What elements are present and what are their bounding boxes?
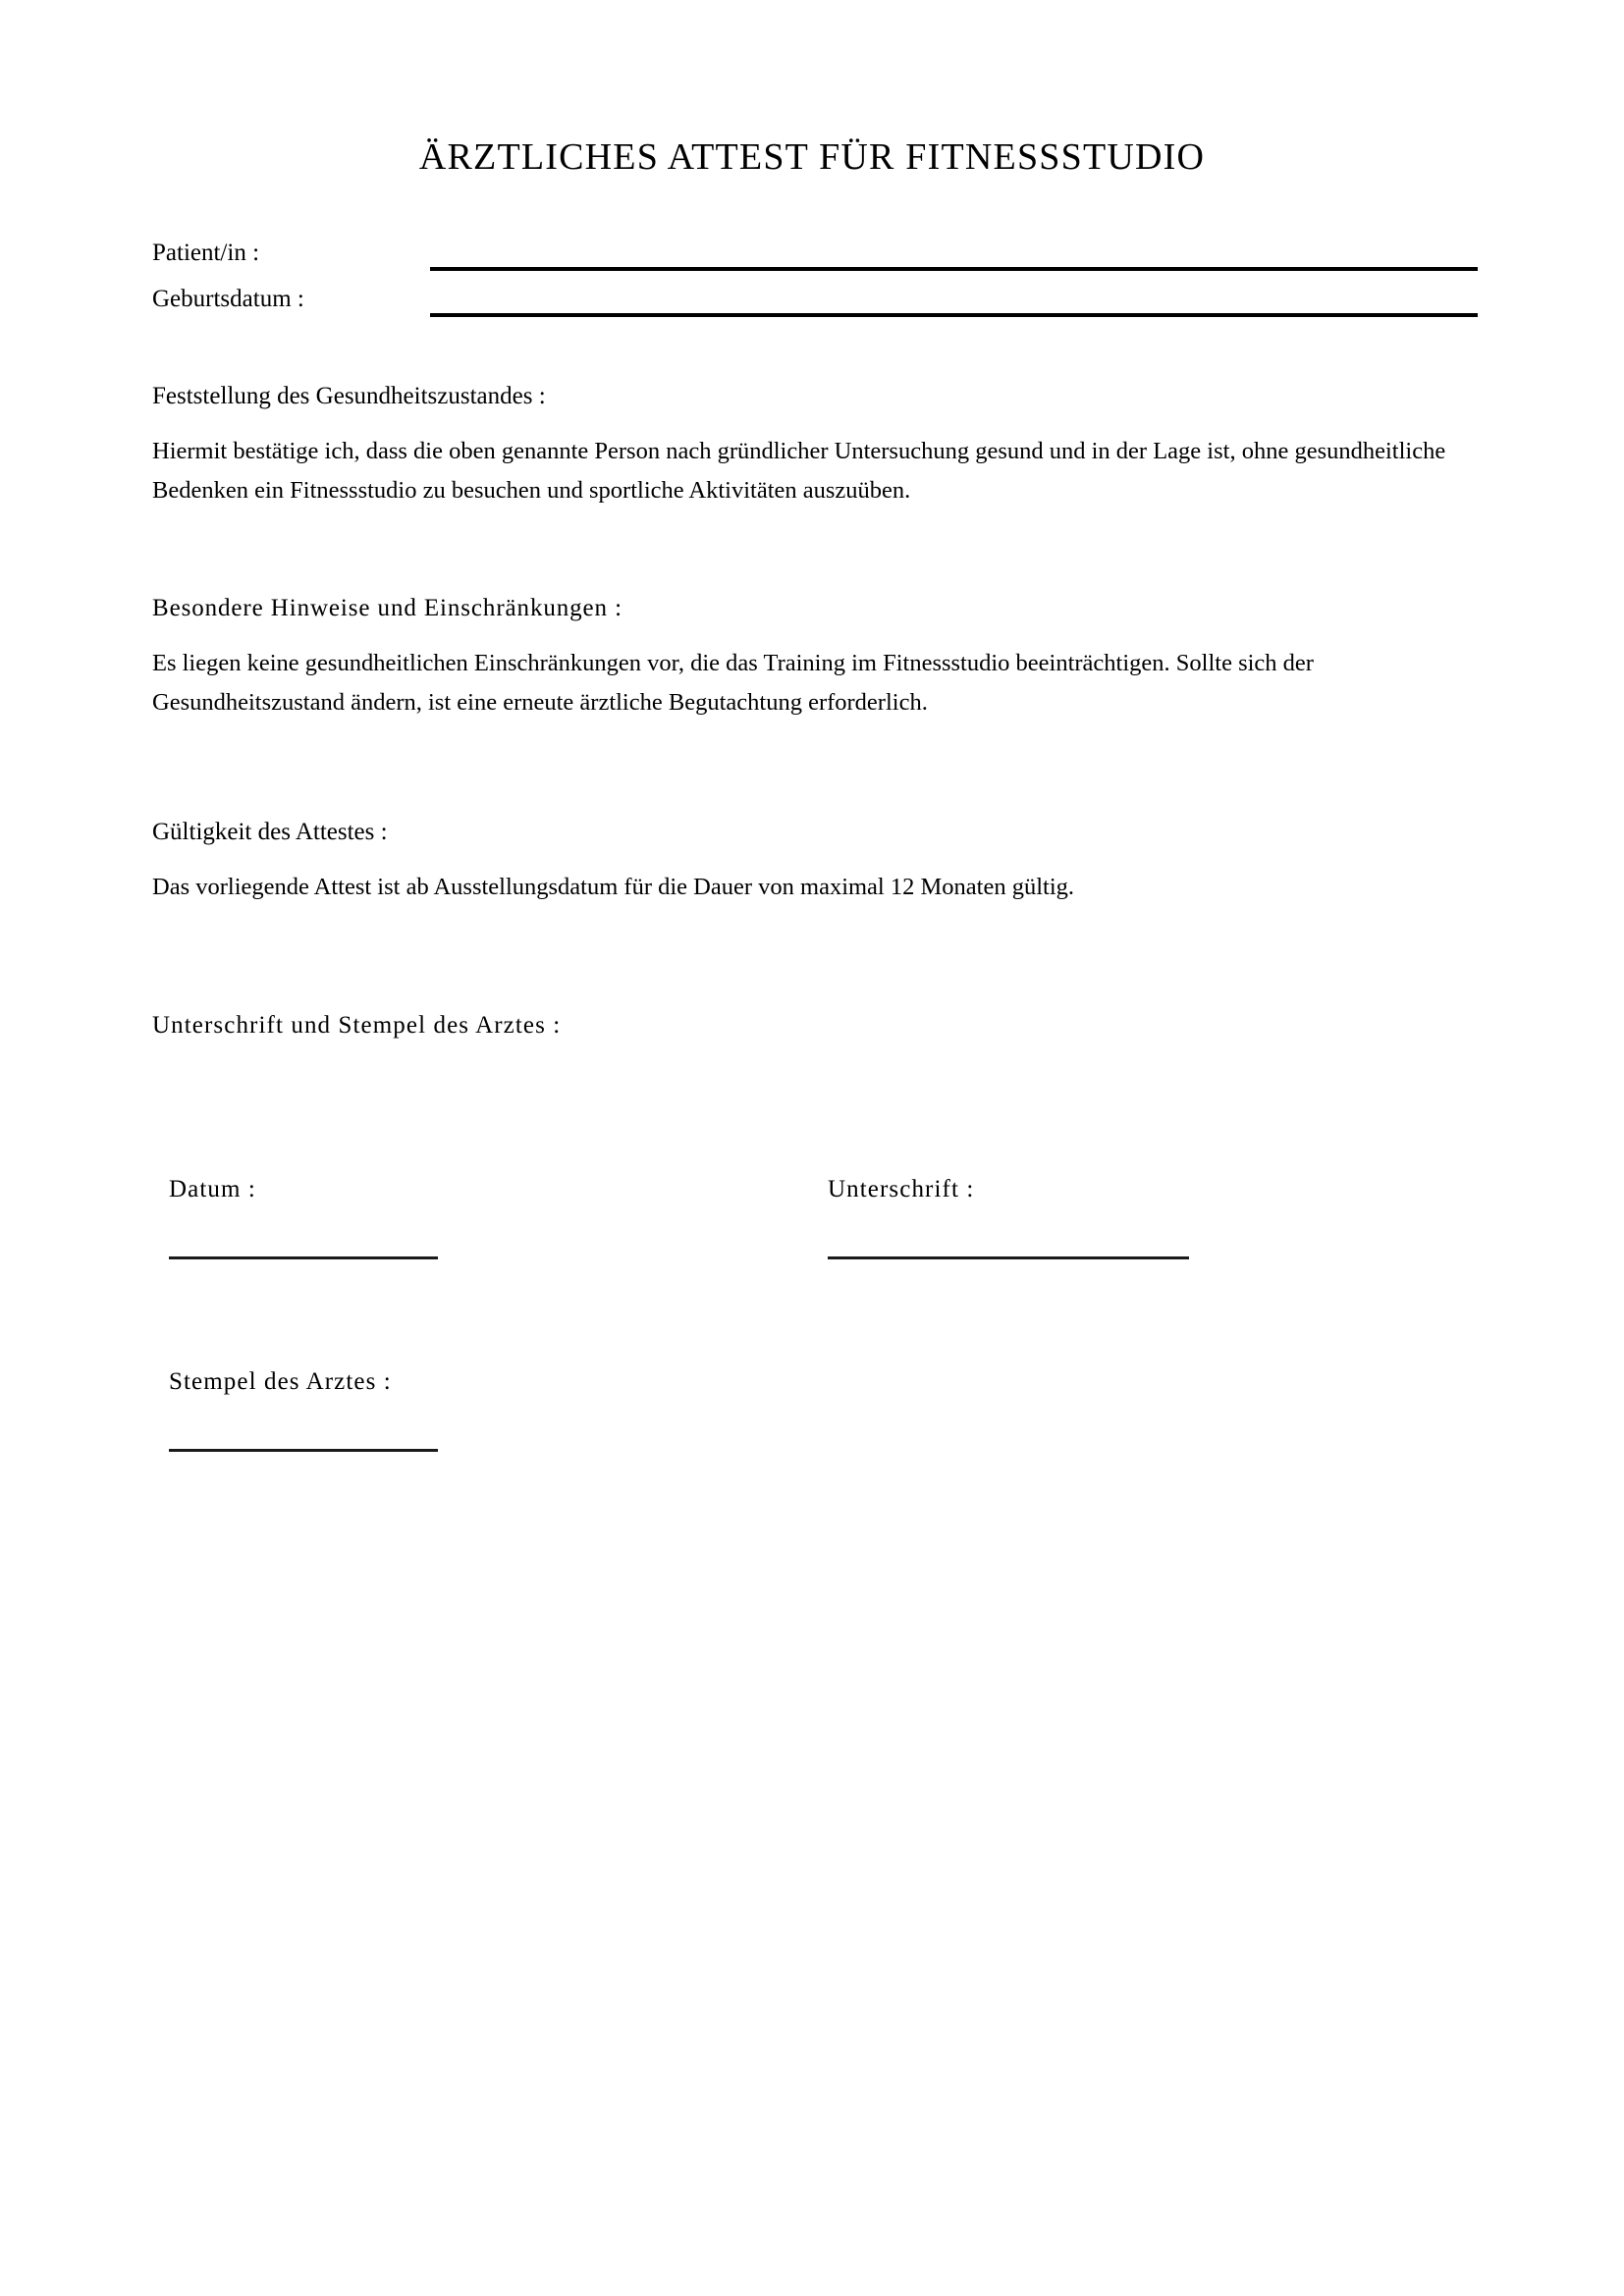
page-title: ÄRZTLICHES ATTEST FÜR FITNESSSTUDIO [418, 136, 1206, 179]
section-validity-body: Das vorliegende Attest ist ab Ausstellungsdatum für die Dauer von maximal 12 Monaten gültig. [152, 874, 1075, 900]
section-notes-restrictions-heading: Besondere Hinweise und Einschränkungen : [152, 595, 623, 621]
section-notes-restrictions [152, 593, 1468, 722]
signature-input-rule[interactable] [828, 1256, 1189, 1259]
section-validity-heading: Gültigkeit des Attestes : [152, 819, 388, 845]
date-input-rule[interactable] [169, 1256, 438, 1259]
signature-label: Unterschrift : [828, 1176, 975, 1202]
birthdate-label: Geburtsdatum : [152, 286, 304, 312]
section-health-status-heading: Feststellung des Gesundheitszustandes : [152, 383, 546, 409]
section-health-status [152, 381, 1468, 510]
section-validity [152, 817, 1468, 907]
field-row-patient [152, 239, 1488, 278]
date-label: Datum : [169, 1176, 256, 1202]
signature-block-stamp [169, 1366, 438, 1452]
signature-stamp-heading: Unterschrift und Stempel des Arztes : [152, 1012, 562, 1039]
birthdate-input-rule[interactable] [430, 313, 1478, 317]
patient-label: Patient/in : [152, 240, 260, 266]
signature-block-signature [828, 1174, 1189, 1259]
signature-block-date [169, 1174, 438, 1259]
section-notes-restrictions-body: Es liegen keine gesundheitlichen Einschränkungen vor, die das Training im Fitnessstudio beeinträchtigen. Sollte sich der Gesundheitszustand ändern, ist eine erneute ärztliche Begutachtung erforderlich. [152, 650, 1314, 716]
stamp-input-rule[interactable] [169, 1449, 438, 1452]
stamp-label: Stempel des Arztes : [169, 1368, 392, 1395]
field-row-birthdate [152, 285, 1488, 324]
patient-input-rule[interactable] [430, 267, 1478, 271]
section-health-status-body: Hiermit bestätige ich, dass die oben genannte Person nach gründlicher Untersuchung gesund und in der Lage ist, ohne gesundheitliche Bedenken ein Fitnessstudio zu besuchen und sportliche Aktivitäten auszuüben. [152, 438, 1446, 504]
